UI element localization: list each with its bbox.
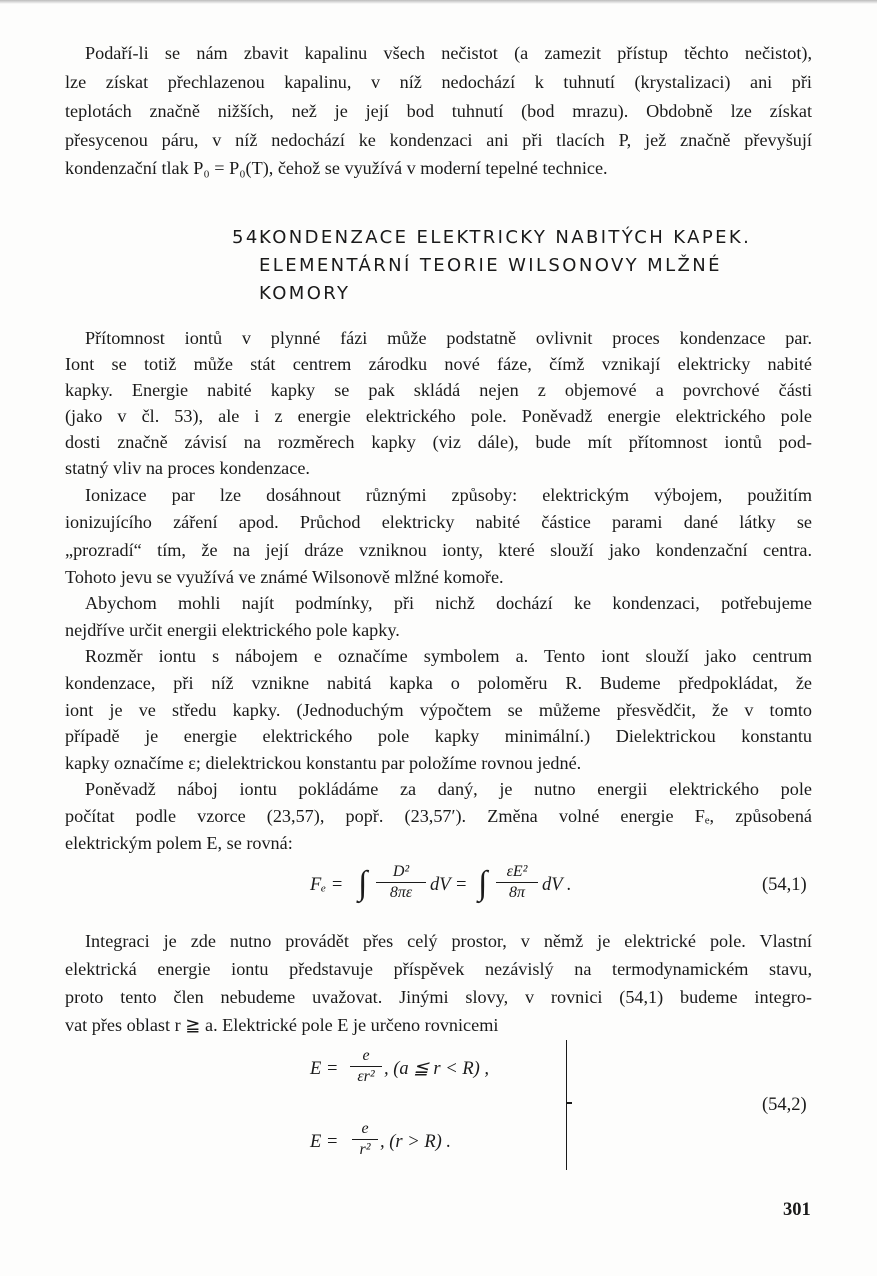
- eq-lhs: Fₑ =: [310, 875, 344, 895]
- section-title-line: KOMORY: [259, 283, 351, 304]
- text-line: iont je ve středu kapky. (Jednoduchým výpočtem se můžeme přesvědčit, že v tomto: [65, 700, 812, 720]
- paragraph-first-line: Ionizace par lze dosáhnout různými způsoby: elektrickým výbojem, použitím: [85, 485, 812, 505]
- text-line: Tohoto jevu se využívá ve známé Wilsonově mlžné komoře.: [65, 567, 504, 587]
- page-number: 301: [783, 1200, 811, 1220]
- text-line: teplotách značně nižších, než je její bod tuhnutí (bod mrazu). Obdobně lze získat: [65, 101, 812, 121]
- text-line: nejdříve určit energii elektrického pole kapky.: [65, 620, 400, 640]
- paragraph-first-line: Integraci je zde nutno provádět přes celý prostor, v němž je elektrické pole. Vlastní: [85, 931, 812, 951]
- eq-condition: , (a ≦ r < R) ,: [384, 1059, 490, 1079]
- text-line: (jako v čl. 53), ale i z energie elektrického pole. Poněvadž energie elektrického pole: [65, 406, 812, 426]
- text-line: vat přes oblast r ≧ a. Elektrické pole E je určeno rovnicemi: [65, 1015, 499, 1035]
- text-line: dosti značně závisí na rozměrech kapky (viz dále), bude mít přítomnost iontů pod-: [65, 432, 812, 452]
- text-line: Iont se totiž může stát centrem zárodku nové fáze, čímž vznikají elektricky nabité: [65, 354, 812, 374]
- text-line: ionizujícího záření apod. Průchod elektricky nabité částice parami dané látky se: [65, 512, 812, 532]
- paragraph-first-line: Přítomnost iontů v plynné fázi může podstatně ovlivnit proces kondenzace par.: [85, 328, 812, 348]
- text-line: kondenzační tlak P₀ = P₀(T), čehož se využívá v moderní tepelné technice.: [65, 158, 608, 178]
- integral-sign: ∫: [358, 865, 368, 902]
- fraction: $\frac{e}{\text{εr²}}$: [350, 1046, 382, 1087]
- scan-edge: [0, 0, 877, 4]
- eq-condition: , (r > R) .: [380, 1132, 452, 1152]
- right-brace: [562, 1040, 567, 1170]
- text-line: „prozradí“ tím, že na její dráze vzniknou ionty, které slouží jako kondenzační centra.: [65, 540, 812, 560]
- text-line: kondenzace, při níž vznikne nabitá kapka o poloměru R. Budeme předpokládat, že: [65, 673, 812, 693]
- eq-end: dV .: [542, 875, 572, 895]
- fraction: $\frac{\text{εE²}}{8\pi}$: [496, 862, 538, 903]
- text-line: počítat podle vzorce (23,57), popř. (23,57′). Změna volné energie Fₑ, způsobená: [65, 806, 812, 826]
- paragraph-first-line: Poněvadž náboj iontu pokládáme za daný, je nutno energii elektrického pole: [85, 779, 812, 799]
- equation-label: (54,2): [762, 1095, 807, 1115]
- text-line: elektrickým polem E, se rovná:: [65, 833, 293, 853]
- text-line: proto tento člen nebudeme uvažovat. Jinými slovy, v rovnici (54,1) budeme integro-: [65, 987, 812, 1007]
- text-line: lze získat přechlazenou kapalinu, v níž nedochází k tuhnutí (krystalizaci) ani při: [65, 72, 812, 92]
- paragraph-first-line: Rozměr iontu s nábojem e označíme symbolem a. Tento iont slouží jako centrum: [85, 646, 812, 666]
- eq-mid: dV =: [430, 875, 468, 895]
- section-title-line: ELEMENTÁRNÍ TEORIE WILSONOVY MLŽNÉ: [259, 255, 722, 276]
- integral-sign: ∫: [478, 865, 488, 902]
- paragraph-first-line: Abychom mohli najít podmínky, při nichž dochází ke kondenzaci, potřebujeme: [85, 593, 812, 613]
- text-line: elektrická energie iontu představuje příspěvek nezávislý na termodynamickém stavu,: [65, 959, 812, 979]
- text-line: případě je energie elektrického pole kapky minimální.) Dielektrickou konstantu: [65, 726, 812, 746]
- text-line: přesycenou páru, v níž nedochází ke kondenzaci ani při tlacích P, jež značně převyšují: [65, 130, 812, 150]
- text-line: kapky. Energie nabité kapky se pak skládá nejen z objemové a povrchové části: [65, 380, 812, 400]
- fraction: $\frac{\text{D²}}{8\pi\varepsilon}$: [376, 862, 426, 903]
- equation-label: (54,1): [762, 875, 807, 895]
- paragraph-first-line: Podaří-li se nám zbavit kapalinu všech nečistot (a zamezit přístup těchto nečistot),: [85, 43, 812, 63]
- eq-lhs: E =: [310, 1059, 339, 1079]
- text-line: statný vliv na proces kondenzace.: [65, 458, 310, 478]
- section-number: 54.: [232, 227, 268, 248]
- fraction: $\frac{e}{\text{r²}}$: [352, 1119, 378, 1160]
- eq-lhs: E =: [310, 1132, 339, 1152]
- text-line: kapky označíme ε; dielektrickou konstantu par položíme rovnou jedné.: [65, 753, 582, 773]
- section-title-line: KONDENZACE ELEKTRICKY NABITÝCH KAPEK.: [259, 227, 752, 248]
